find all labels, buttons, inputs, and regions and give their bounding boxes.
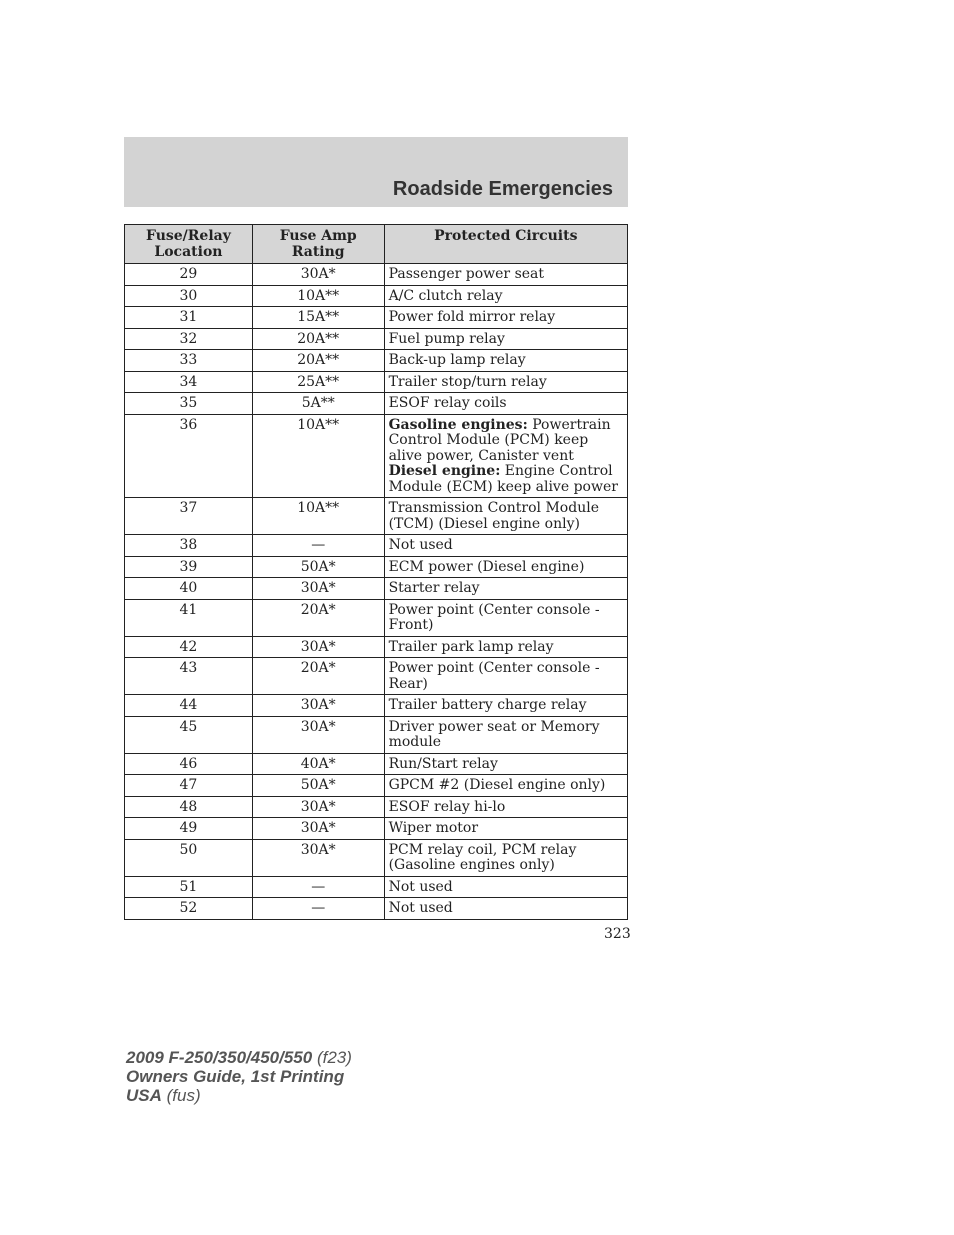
fuse-rating: 10A**: [252, 414, 384, 498]
fuse-location: 36: [125, 414, 253, 498]
fuse-location: 44: [125, 695, 253, 717]
protected-circuit: GPCM #2 (Diesel engine only): [384, 775, 627, 797]
fuse-rating: 30A*: [252, 264, 384, 286]
protected-circuit: Trailer stop/turn relay: [384, 371, 627, 393]
page-number: 323: [604, 926, 631, 942]
protected-circuit: A/C clutch relay: [384, 285, 627, 307]
protected-circuit: Power point (Center console - Front): [384, 599, 627, 636]
section-title: Roadside Emergencies: [392, 178, 613, 200]
fuse-table-body: [125, 264, 628, 920]
fuse-rating: —: [252, 535, 384, 557]
column-header-rating: Fuse Amp Rating: [252, 225, 384, 264]
protected-circuit: Not used: [384, 535, 627, 557]
table-row: [125, 839, 628, 876]
footer: [126, 1048, 352, 1105]
table-row: [125, 695, 628, 717]
protected-circuit: ESOF relay coils: [384, 393, 627, 415]
table-row: [125, 898, 628, 920]
fuse-location: 52: [125, 898, 253, 920]
table-row: [125, 350, 628, 372]
fuse-location: 34: [125, 371, 253, 393]
table-row: [125, 414, 628, 498]
fuse-rating: 50A*: [252, 556, 384, 578]
table-row: [125, 876, 628, 898]
section-header: [124, 137, 628, 207]
fuse-location: 40: [125, 578, 253, 600]
fuse-location: 30: [125, 285, 253, 307]
footer-model-code: (f23): [312, 1048, 352, 1067]
footer-model: 2009 F-250/350/450/550: [126, 1048, 313, 1067]
fuse-rating: 20A**: [252, 328, 384, 350]
fuse-location: 31: [125, 307, 253, 329]
column-header-circuits: Protected Circuits: [384, 225, 627, 264]
table-row: [125, 498, 628, 535]
table-row: [125, 658, 628, 695]
footer-line-3: [126, 1086, 352, 1105]
fuse-location: 47: [125, 775, 253, 797]
table-row: [125, 535, 628, 557]
table-row: [125, 818, 628, 840]
protected-circuit: Not used: [384, 898, 627, 920]
protected-circuit: Driver power seat or Memory module: [384, 716, 627, 753]
protected-circuit: PCM relay coil, PCM relay (Gasoline engines only): [384, 839, 627, 876]
protected-circuit: Power point (Center console - Rear): [384, 658, 627, 695]
table-row: [125, 556, 628, 578]
fuse-rating: 30A*: [252, 716, 384, 753]
fuse-rating: 25A**: [252, 371, 384, 393]
table-row: [125, 775, 628, 797]
fuse-location: 32: [125, 328, 253, 350]
fuse-location: 45: [125, 716, 253, 753]
column-header-location: Fuse/Relay Location: [125, 225, 253, 264]
fuse-rating: 50A*: [252, 775, 384, 797]
table-row: [125, 307, 628, 329]
fuse-rating: 30A*: [252, 839, 384, 876]
fuse-rating: 30A*: [252, 636, 384, 658]
fuse-location: 51: [125, 876, 253, 898]
fuse-rating: 15A**: [252, 307, 384, 329]
table-row: [125, 264, 628, 286]
fuse-rating: 30A*: [252, 818, 384, 840]
fuse-rating: 10A**: [252, 285, 384, 307]
fuse-location: 42: [125, 636, 253, 658]
protected-circuit: ECM power (Diesel engine): [384, 556, 627, 578]
table-row: [125, 636, 628, 658]
table-row: [125, 328, 628, 350]
protected-circuit: Power fold mirror relay: [384, 307, 627, 329]
fuse-location: 43: [125, 658, 253, 695]
fuse-rating: 30A*: [252, 796, 384, 818]
fuse-rating: 20A*: [252, 658, 384, 695]
fuse-rating: 10A**: [252, 498, 384, 535]
fuse-rating: —: [252, 876, 384, 898]
circuit-engine-label: Diesel engine:: [388, 463, 501, 479]
protected-circuit: Not used: [384, 876, 627, 898]
protected-circuit: Fuel pump relay: [384, 328, 627, 350]
fuse-rating: 40A*: [252, 753, 384, 775]
table-row: [125, 796, 628, 818]
protected-circuit: Wiper motor: [384, 818, 627, 840]
protected-circuit: [384, 414, 627, 498]
fuse-rating: —: [252, 898, 384, 920]
protected-circuit: ESOF relay hi-lo: [384, 796, 627, 818]
footer-line-1: [126, 1048, 352, 1067]
circuit-description: Engine Control Module (ECM) keep alive power: [388, 463, 618, 495]
table-row: [125, 599, 628, 636]
fuse-rating: 30A*: [252, 578, 384, 600]
fuse-rating: 20A*: [252, 599, 384, 636]
fuse-location: 48: [125, 796, 253, 818]
fuse-rating: 5A**: [252, 393, 384, 415]
protected-circuit: Trailer battery charge relay: [384, 695, 627, 717]
table-row: [125, 716, 628, 753]
table-row: [125, 371, 628, 393]
table-row: [125, 393, 628, 415]
fuse-location: 29: [125, 264, 253, 286]
table-row: [125, 753, 628, 775]
fuse-table: [124, 224, 628, 920]
protected-circuit: Back-up lamp relay: [384, 350, 627, 372]
fuse-location: 50: [125, 839, 253, 876]
fuse-location: 33: [125, 350, 253, 372]
protected-circuit: Trailer park lamp relay: [384, 636, 627, 658]
fuse-location: 37: [125, 498, 253, 535]
footer-market-code: (fus): [161, 1086, 201, 1105]
footer-line-2: Owners Guide, 1st Printing: [126, 1067, 345, 1086]
table-row: [125, 285, 628, 307]
protected-circuit: Transmission Control Module (TCM) (Diesel engine only): [384, 498, 627, 535]
fuse-location: 35: [125, 393, 253, 415]
protected-circuit: Starter relay: [384, 578, 627, 600]
table-row: [125, 578, 628, 600]
fuse-rating: 30A*: [252, 695, 384, 717]
fuse-location: 49: [125, 818, 253, 840]
circuit-description: Powertrain Control Module (PCM) keep alive power, Canister vent: [388, 416, 611, 464]
footer-market: USA: [126, 1086, 162, 1105]
fuse-location: 46: [125, 753, 253, 775]
fuse-location: 41: [125, 599, 253, 636]
fuse-location: 38: [125, 535, 253, 557]
table-header-row: [125, 225, 628, 264]
fuse-rating: 20A**: [252, 350, 384, 372]
circuit-engine-label: Gasoline engines:: [388, 416, 528, 433]
protected-circuit: Run/Start relay: [384, 753, 627, 775]
protected-circuit: Passenger power seat: [384, 264, 627, 286]
fuse-location: 39: [125, 556, 253, 578]
